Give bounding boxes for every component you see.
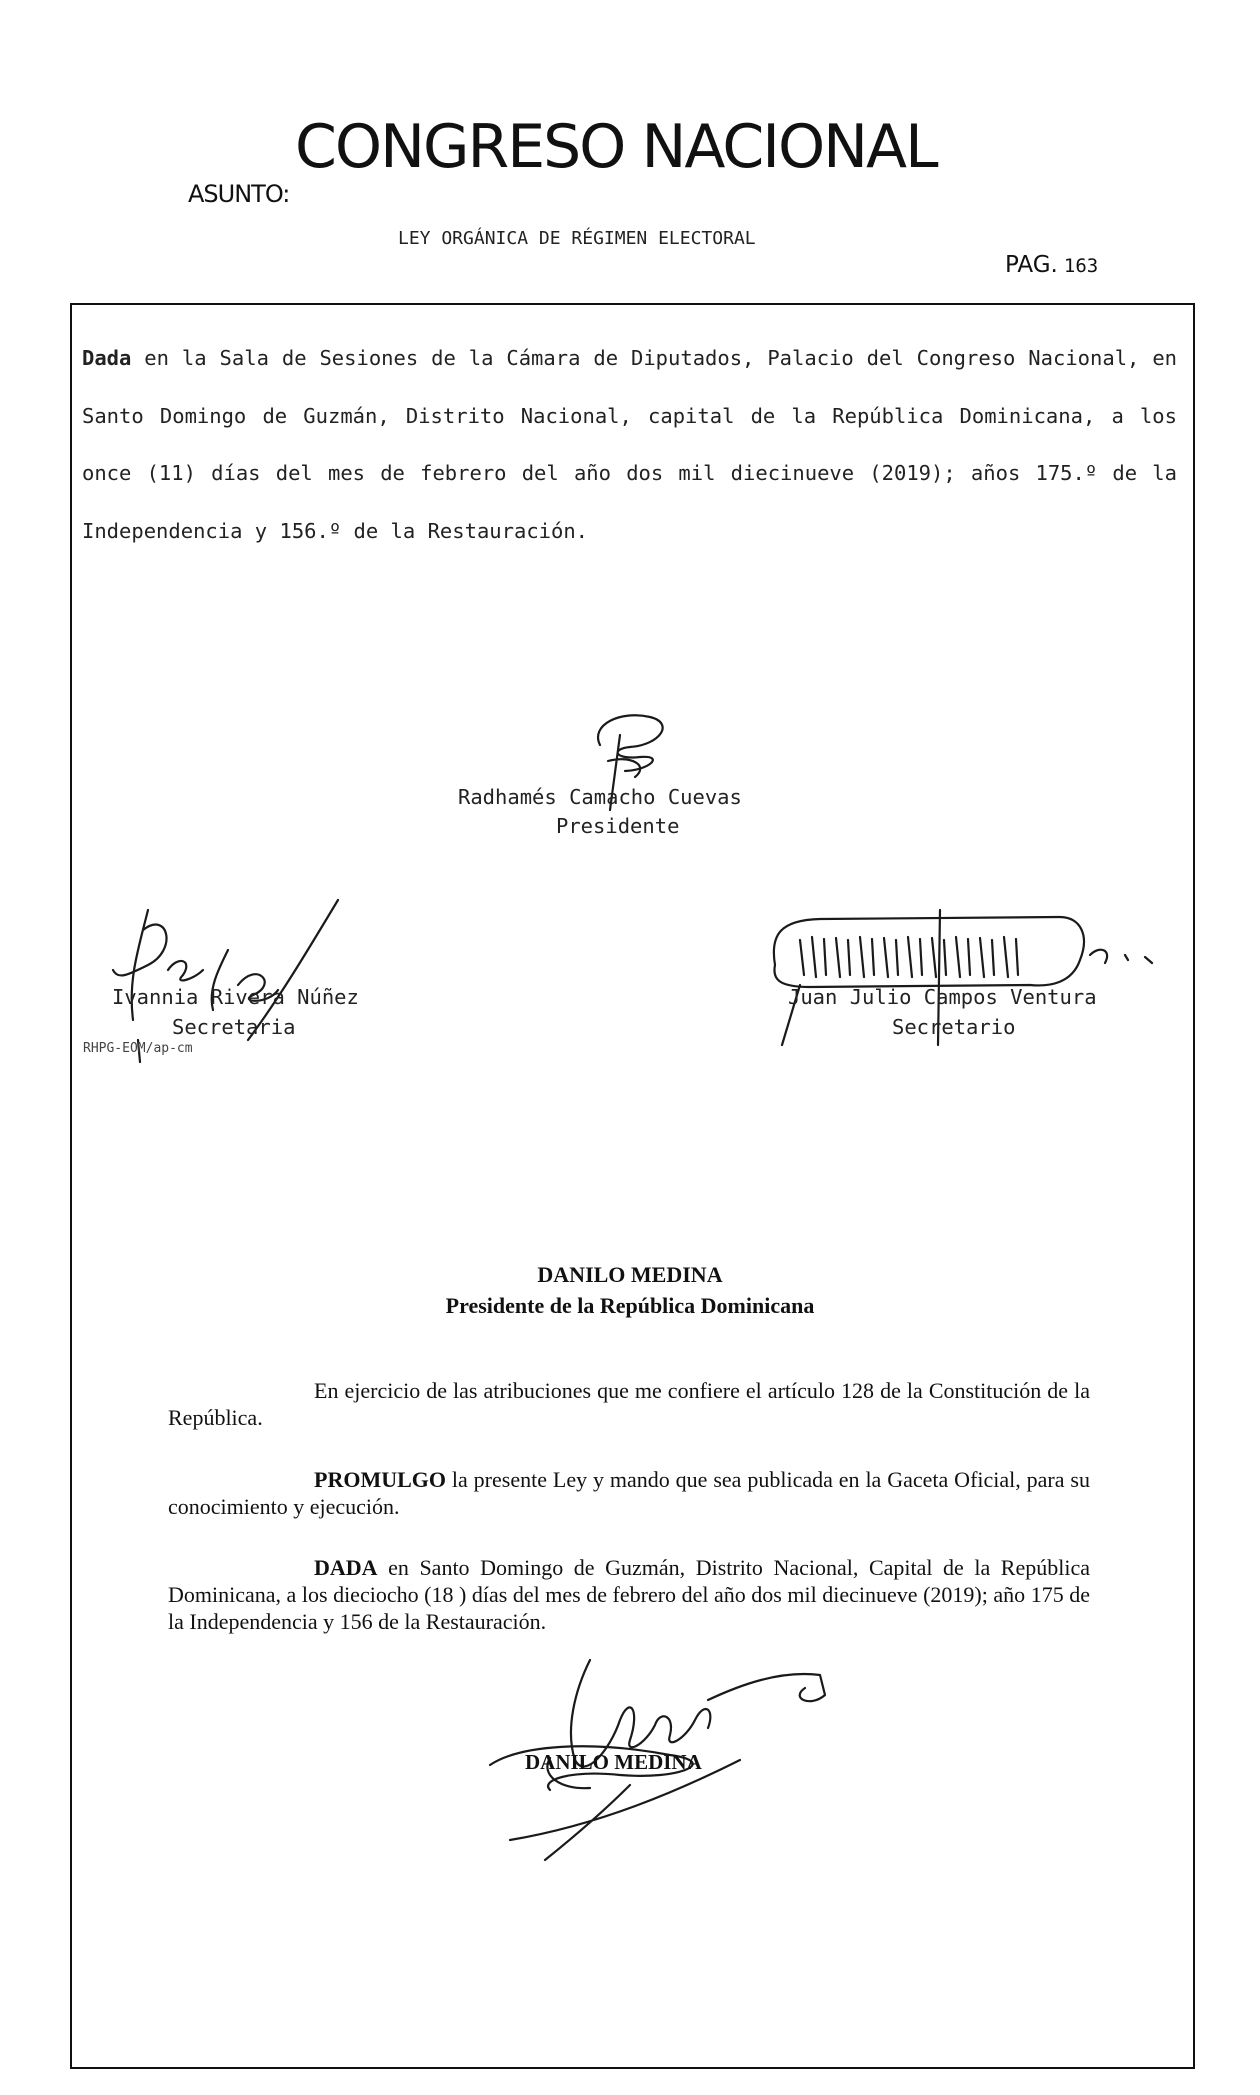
page-number: 163 [1063,255,1099,277]
law-title: LEY ORGÁNICA DE RÉGIMEN ELECTORAL [398,228,756,249]
page-indicator [1005,252,1098,278]
paragraph-1-text: En ejercicio de las atribuciones que me confiere el artículo 128 de la Constitución de la República. [168,1378,1090,1430]
secretary-left-name: Ivannia Rivera Núñez [112,985,359,1009]
executive-name: DANILO MEDINA [537,1262,723,1287]
paragraph-2-lead: PROMULGO [314,1467,446,1492]
president-name: Radhamés Camacho Cuevas [458,785,742,809]
paragraph-3-text: en Santo Domingo de Guzmán, Distrito Nacional, Capital de la República Dominicana, a los dieciocho (18 ) días del mes de febrero del año dos mil diecinueve (2019); año 175 de la Independencia y 156 de la Restauración. [168,1555,1090,1634]
page-label: PAG. [1005,252,1058,278]
promulgation-paragraph-2 [168,1466,1090,1520]
secretary-left-role: Secretaria [172,1015,296,1039]
institution-title: CONGRESO NACIONAL [295,112,937,182]
reference-code: RHPG-EOM/ap-cm [83,1041,193,1056]
executive-title: Presidente de la República Dominicana [445,1293,815,1318]
executive-signature-name: DANILO MEDINA [525,1750,702,1774]
paragraph-2-text: la presente Ley y mando que sea publicada en la Gaceta Oficial, para su conocimiento y ejecución. [168,1467,1090,1519]
secretary-right-name: Juan Julio Campos Ventura [788,985,1097,1009]
enactment-text: en la Sala de Sesiones de la Cámara de Diputados, Palacio del Congreso Nacional, en Santo Domingo de Guzmán, Distrito Nacional, capital de la República Dominicana, a los once (11) días del mes de febrero del año dos mil diecinueve (2019); años 175.º de la Independencia y 156.º de la Restauración. [82,346,1177,543]
asunto-label: ASUNTO: [188,180,290,208]
secretary-right-role: Secretario [892,1015,1016,1039]
enactment-lead: Dada [82,346,132,370]
paragraph-3-lead: DADA [314,1555,378,1580]
president-role: Presidente [556,814,680,838]
enactment-paragraph [82,330,1177,560]
promulgation-paragraph-1 [168,1377,1090,1431]
promulgation-paragraph-3 [168,1554,1090,1635]
